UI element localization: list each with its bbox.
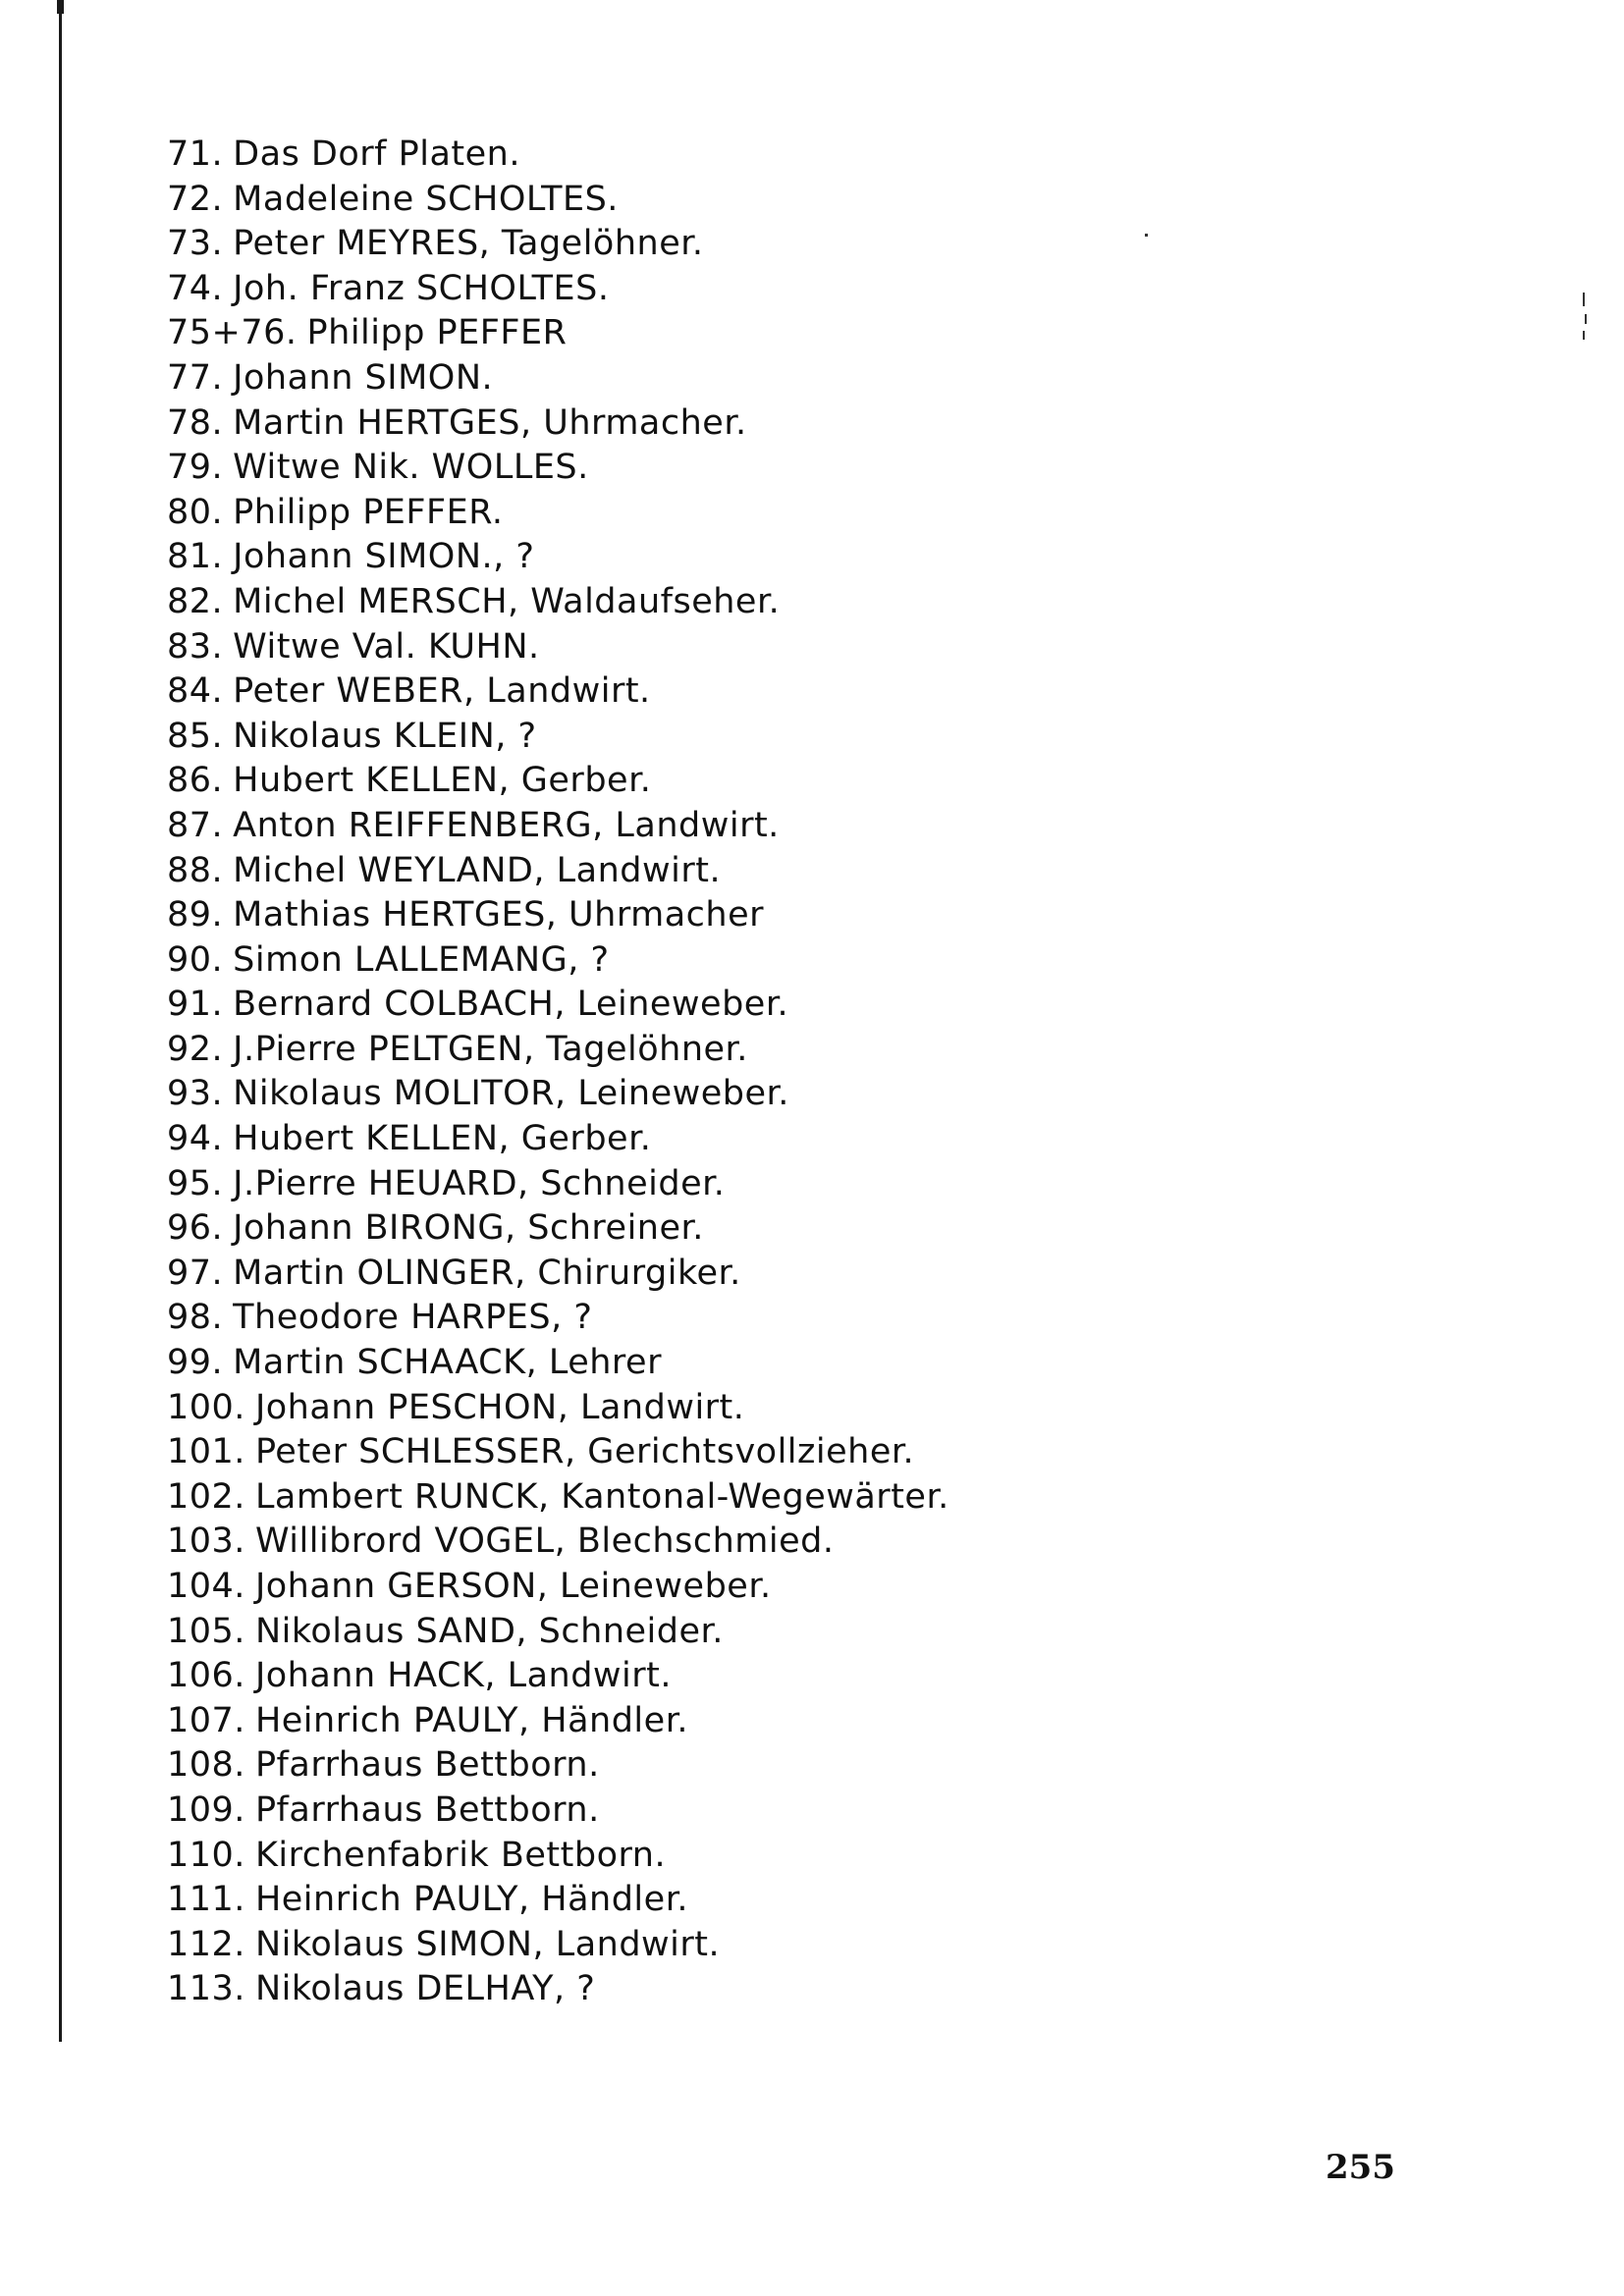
list-item bbox=[167, 178, 949, 223]
entry-text: J.Pierre PELTGEN, Tagelöhner. bbox=[233, 1029, 748, 1069]
entry-number: 103. bbox=[167, 1522, 245, 1562]
entry-number: 102. bbox=[167, 1476, 245, 1517]
entry-text: Johann HACK, Landwirt. bbox=[254, 1656, 673, 1696]
list-item bbox=[167, 1923, 949, 1968]
entry-number: 72. bbox=[167, 179, 224, 219]
scan-speck bbox=[1583, 331, 1585, 340]
entry-text: Kirchenfabrik Bettborn. bbox=[254, 1835, 667, 1875]
list-item bbox=[167, 1341, 949, 1386]
entry-text: Michel WEYLAND, Landwirt. bbox=[233, 850, 722, 890]
list-item bbox=[167, 759, 949, 804]
list-item bbox=[167, 535, 949, 580]
entry-text: Nikolaus MOLITOR, Leineweber. bbox=[233, 1074, 789, 1114]
scan-edge-line bbox=[59, 0, 62, 2042]
entry-text: Johann PESCHON, Landwirt. bbox=[254, 1387, 745, 1427]
entry-number: 106. bbox=[167, 1656, 245, 1696]
entry-text: Peter WEBER, Landwirt. bbox=[233, 671, 651, 712]
list-item bbox=[167, 1834, 949, 1879]
list-item bbox=[167, 715, 949, 760]
scan-speck bbox=[1583, 293, 1585, 306]
list-item bbox=[167, 1654, 949, 1699]
entry-text: Martin OLINGER, Chirurgiker. bbox=[233, 1253, 741, 1293]
list-item bbox=[167, 1789, 949, 1834]
entry-text: Lambert RUNCK, Kantonal-Wegewärter. bbox=[254, 1476, 949, 1517]
list-item bbox=[167, 356, 949, 401]
entry-number: 79. bbox=[167, 448, 224, 488]
list-item bbox=[167, 1117, 949, 1162]
entry-number: 101. bbox=[167, 1432, 245, 1472]
entry-list bbox=[167, 133, 949, 2012]
list-item bbox=[167, 1699, 949, 1744]
entry-number: 98. bbox=[167, 1298, 224, 1338]
list-item bbox=[167, 669, 949, 715]
entry-number: 112. bbox=[167, 1924, 245, 1964]
list-item bbox=[167, 1743, 949, 1789]
entry-number: 73. bbox=[167, 224, 224, 264]
entry-text: Philipp PEFFER. bbox=[233, 492, 504, 532]
list-item bbox=[167, 491, 949, 536]
entry-text: Heinrich PAULY, Händler. bbox=[254, 1880, 688, 1920]
entry-number: 89. bbox=[167, 895, 224, 935]
entry-number: 94. bbox=[167, 1119, 224, 1159]
list-item bbox=[167, 804, 949, 849]
entry-number: 86. bbox=[167, 761, 224, 801]
entry-text: Das Dorf Platen. bbox=[233, 134, 520, 174]
entry-text: Pfarrhaus Bettborn. bbox=[254, 1789, 600, 1830]
list-item bbox=[167, 1028, 949, 1073]
list-item bbox=[167, 1430, 949, 1475]
entry-number: 78. bbox=[167, 402, 224, 443]
entry-number: 88. bbox=[167, 850, 224, 890]
scan-speck bbox=[1145, 234, 1148, 237]
entry-number: 107. bbox=[167, 1700, 245, 1740]
entry-text: Peter SCHLESSER, Gerichtsvollzieher. bbox=[254, 1432, 915, 1472]
entry-text: Nikolaus SAND, Schneider. bbox=[254, 1611, 724, 1651]
entry-text: Martin SCHAACK, Lehrer bbox=[233, 1343, 662, 1383]
entry-text: Philipp PEFFER bbox=[306, 313, 568, 353]
list-item bbox=[167, 1610, 949, 1655]
scan-speck bbox=[1585, 314, 1587, 324]
entry-number: 109. bbox=[167, 1789, 245, 1830]
entry-text: Martin HERTGES, Uhrmacher. bbox=[233, 402, 747, 443]
entry-number: 108. bbox=[167, 1745, 245, 1786]
list-item bbox=[167, 267, 949, 312]
entry-number: 93. bbox=[167, 1074, 224, 1114]
entry-text: Witwe Nik. WOLLES. bbox=[233, 448, 589, 488]
entry-text: Theodore HARPES, ? bbox=[233, 1298, 593, 1338]
entry-text: Joh. Franz SCHOLTES. bbox=[233, 268, 610, 308]
list-item bbox=[167, 133, 949, 178]
entry-number: 100. bbox=[167, 1387, 245, 1427]
entry-number: 90. bbox=[167, 939, 224, 980]
list-item bbox=[167, 1967, 949, 2012]
list-item bbox=[167, 1520, 949, 1565]
list-item bbox=[167, 222, 949, 267]
list-item bbox=[167, 580, 949, 625]
entry-number: 113. bbox=[167, 1969, 245, 2009]
entry-number: 71. bbox=[167, 134, 224, 174]
entry-text: Witwe Val. KUHN. bbox=[233, 626, 540, 667]
list-item bbox=[167, 1565, 949, 1610]
entry-text: Madeleine SCHOLTES. bbox=[233, 179, 619, 219]
page-number: 255 bbox=[1326, 2148, 1395, 2187]
entry-text: Heinrich PAULY, Händler. bbox=[254, 1700, 688, 1740]
list-item bbox=[167, 1296, 949, 1341]
entry-number: 95. bbox=[167, 1163, 224, 1203]
entry-text: Peter MEYRES, Tagelöhner. bbox=[233, 224, 704, 264]
entry-text: Michel MERSCH, Waldaufseher. bbox=[233, 581, 781, 621]
entry-number: 96. bbox=[167, 1208, 224, 1249]
entry-number: 80. bbox=[167, 492, 224, 532]
entry-text: Hubert KELLEN, Gerber. bbox=[233, 761, 652, 801]
entry-text: Johann BIRONG, Schreiner. bbox=[233, 1208, 704, 1249]
entry-text: Nikolaus SIMON, Landwirt. bbox=[254, 1924, 721, 1964]
entry-text: Anton REIFFENBERG, Landwirt. bbox=[233, 805, 780, 845]
entry-text: Nikolaus DELHAY, ? bbox=[254, 1969, 596, 2009]
entry-number: 97. bbox=[167, 1253, 224, 1293]
entry-text: Mathias HERTGES, Uhrmacher bbox=[233, 895, 765, 935]
entry-text: Nikolaus KLEIN, ? bbox=[233, 716, 537, 756]
list-item bbox=[167, 1878, 949, 1923]
entry-number: 104. bbox=[167, 1567, 245, 1606]
list-item bbox=[167, 1072, 949, 1117]
entry-number: 105. bbox=[167, 1611, 245, 1651]
entry-text: Bernard COLBACH, Leineweber. bbox=[233, 985, 789, 1025]
entry-text: Simon LALLEMANG, ? bbox=[233, 939, 610, 980]
entry-text: Willibrord VOGEL, Blechschmied. bbox=[254, 1522, 835, 1562]
entry-text: Pfarrhaus Bettborn. bbox=[254, 1745, 600, 1786]
list-item bbox=[167, 983, 949, 1028]
entry-number: 81. bbox=[167, 537, 224, 577]
entry-text: J.Pierre HEUARD, Schneider. bbox=[233, 1163, 726, 1203]
list-item bbox=[167, 446, 949, 491]
scan-edge-tick bbox=[57, 0, 64, 14]
entry-number: 84. bbox=[167, 671, 224, 712]
list-item bbox=[167, 401, 949, 447]
list-item bbox=[167, 1252, 949, 1297]
list-item bbox=[167, 1386, 949, 1431]
list-item bbox=[167, 938, 949, 984]
entry-text: Johann GERSON, Leineweber. bbox=[254, 1567, 772, 1606]
entry-number: 99. bbox=[167, 1343, 224, 1383]
entry-number: 91. bbox=[167, 985, 224, 1025]
entry-number: 110. bbox=[167, 1835, 245, 1875]
entry-number: 75+76. bbox=[167, 313, 298, 353]
list-item bbox=[167, 849, 949, 894]
entry-text: Johann SIMON. bbox=[233, 357, 494, 398]
entry-number: 83. bbox=[167, 626, 224, 667]
entry-number: 87. bbox=[167, 805, 224, 845]
entry-text: Johann SIMON., ? bbox=[233, 537, 535, 577]
entry-number: 111. bbox=[167, 1880, 245, 1920]
list-item bbox=[167, 1162, 949, 1207]
list-item bbox=[167, 1475, 949, 1521]
list-item bbox=[167, 311, 949, 356]
entry-number: 74. bbox=[167, 268, 224, 308]
entry-number: 82. bbox=[167, 581, 224, 621]
entry-number: 92. bbox=[167, 1029, 224, 1069]
list-item bbox=[167, 625, 949, 670]
entry-number: 77. bbox=[167, 357, 224, 398]
entry-number: 85. bbox=[167, 716, 224, 756]
list-item bbox=[167, 893, 949, 938]
list-item bbox=[167, 1206, 949, 1252]
entry-text: Hubert KELLEN, Gerber. bbox=[233, 1119, 652, 1159]
